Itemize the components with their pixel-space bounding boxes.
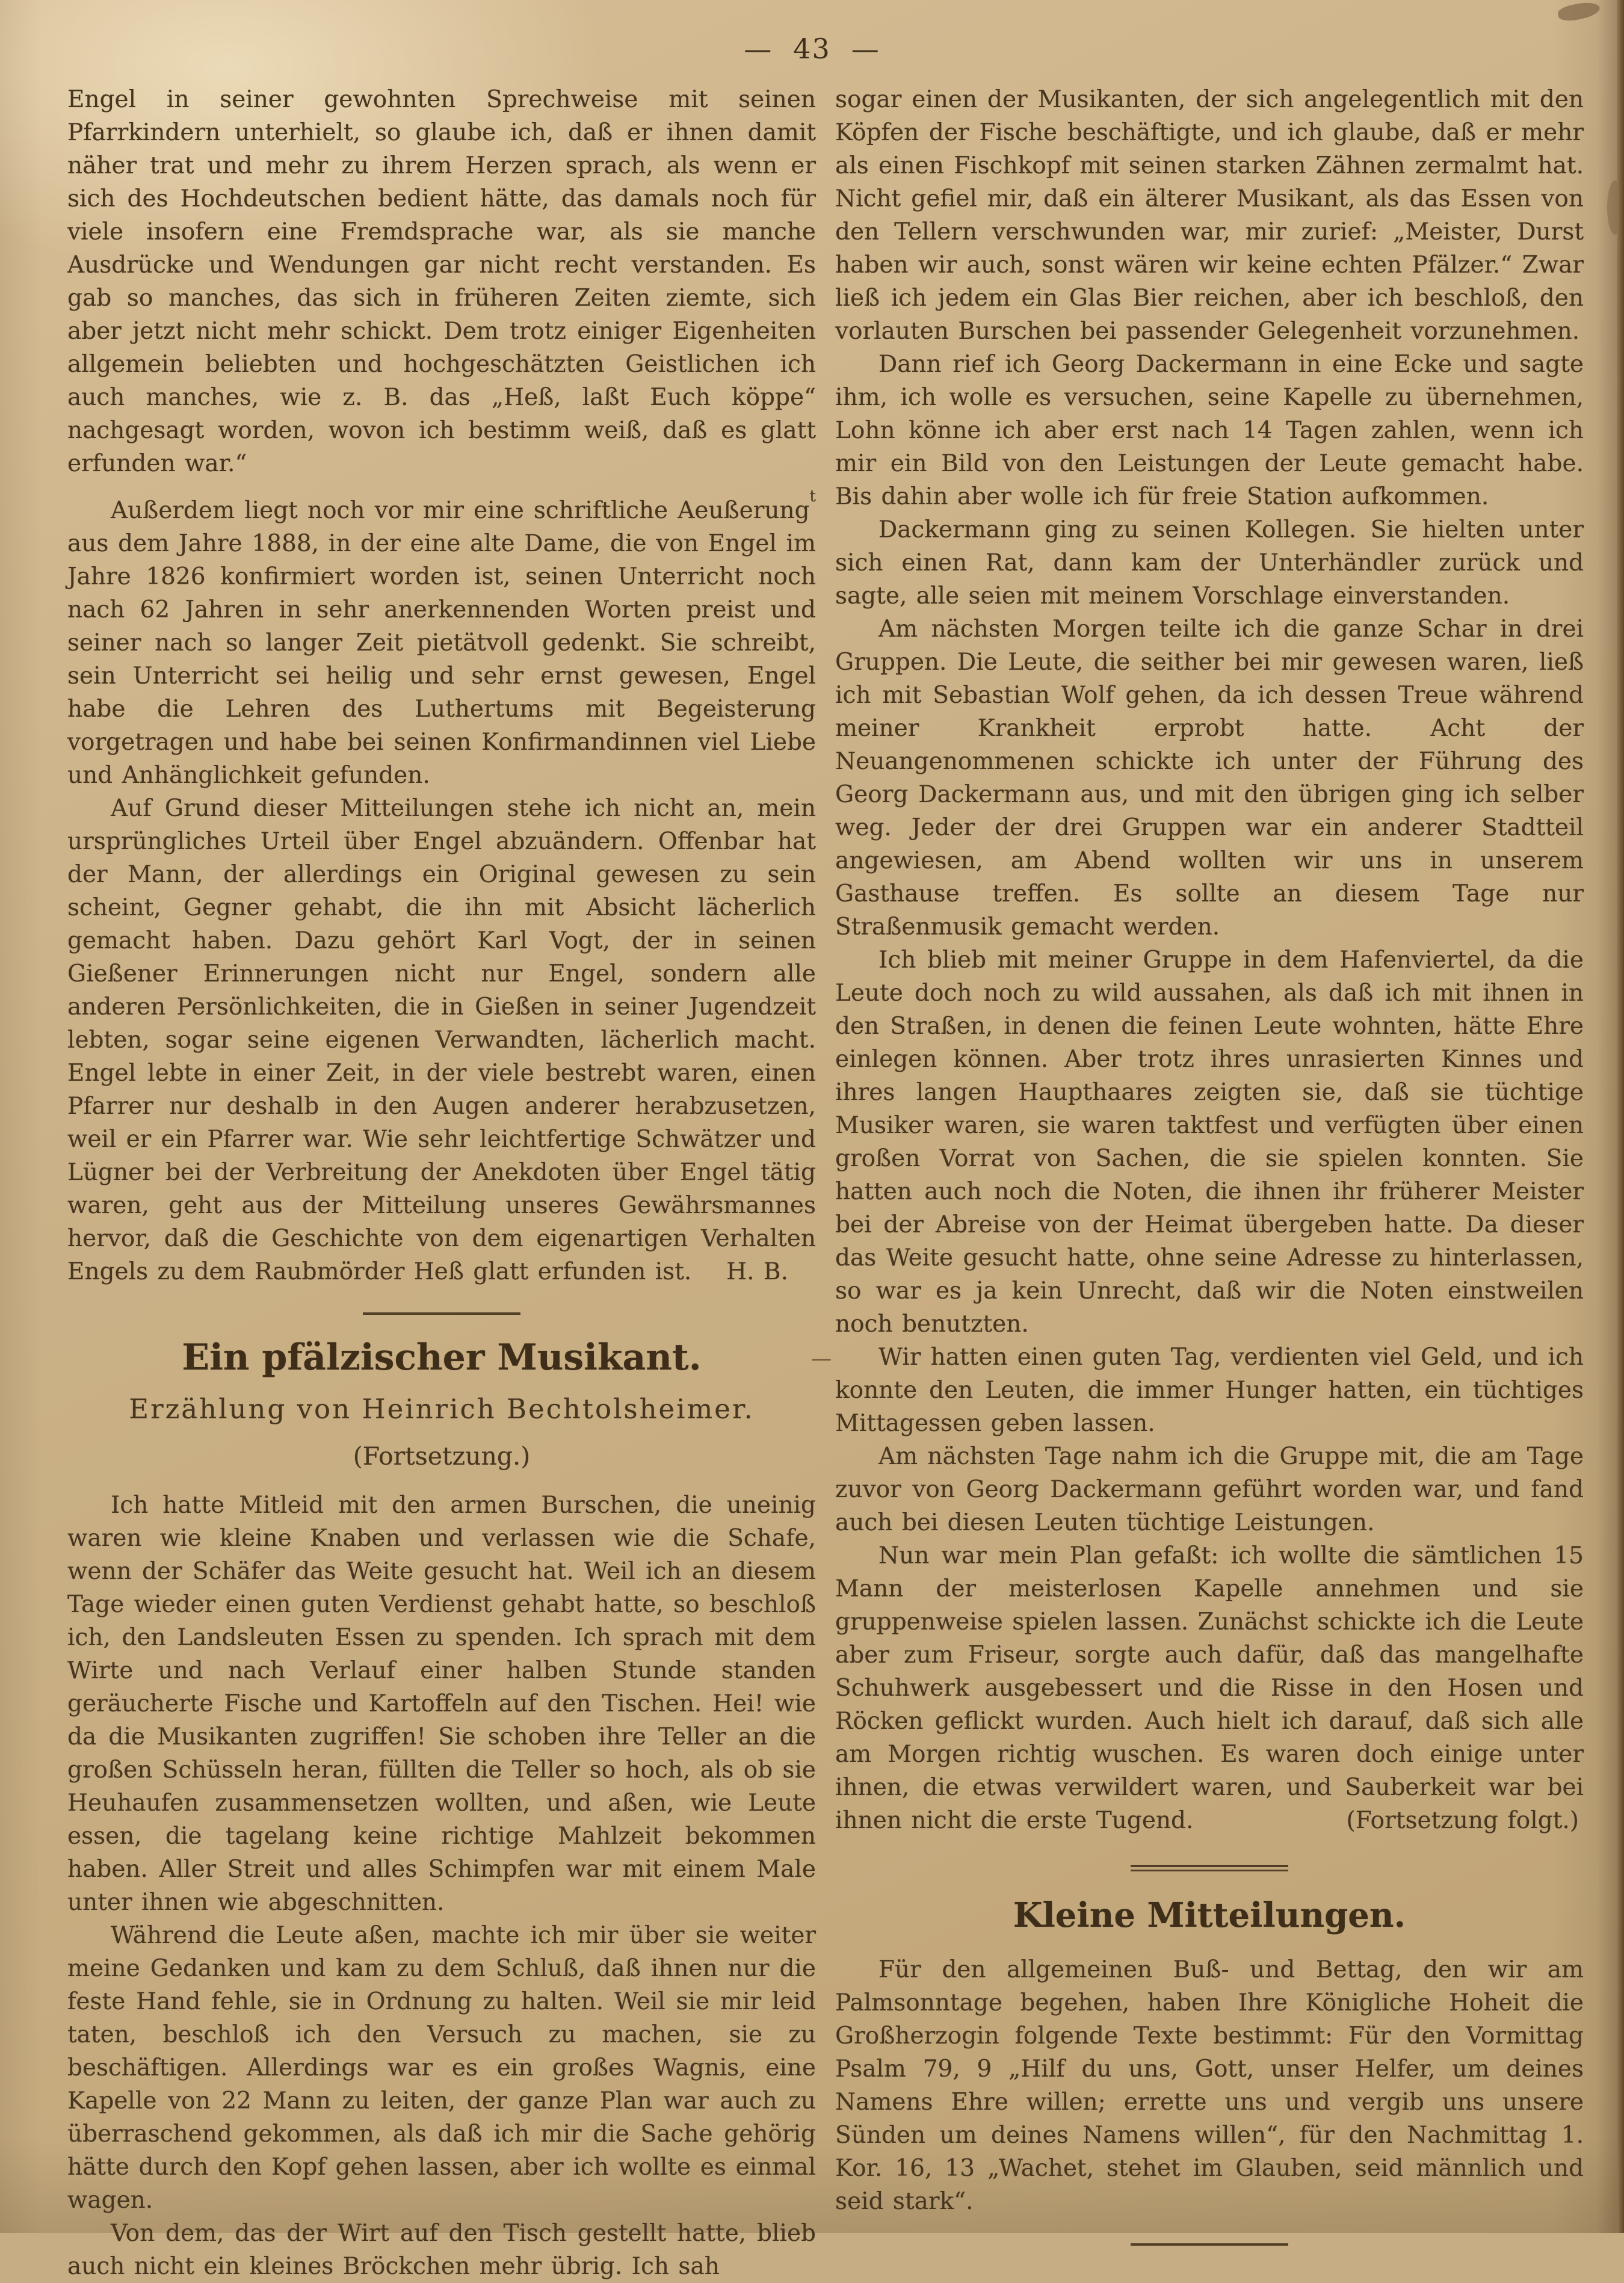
paragraph-text: Nun war mein Plan gefaßt: ich wollte die sämtlichen 15 Mann der meisterlosen Kapelle annehmen und sie gruppenweise spielen lassen. Zunächst schickte ich die Leute aber zum Friseur, sorgte auch dafür, daß das mangelhafte Schuhwerk ausgebessert und die Risse in den Hosen und Röcken geflickt wurden. Auch hielt ich darauf, daß sich alle am Morgen richtig wuschen. Es waren doch einige unter ihnen, die etwas verwildert waren, und Sauberkeit war bei ihnen nicht die erste Tugend. xyxy=(835,1542,1584,1834)
section-divider-double-rule xyxy=(1131,1865,1288,1871)
musikant-story-paragraph: sogar einen der Musikanten, der sich angelegentlich mit den Köpfen der Fische beschäftigte, und ich glaube, daß er mehr als einen Fischkopf mit seinen starken Zähnen zermalmt hat. Nicht gefiel mir, daß ein älterer Musikant, als das Essen von den Tellern verschwunden war, mir zurief: „Meister, Durst haben wir auch, sonst wären wir keine echten Pfälzer.“ Zwar ließ ich jedem ein Glas Bier reichen, aber ich beschloß, den vorlauten Burschen bei passender Gelegenheit vorzunehmen. xyxy=(835,86,1584,345)
musikant-story-paragraph: Ich hatte Mitleid mit den armen Burschen, die uneinig waren wie kleine Knaben und verlassen wie die Schafe, wenn der Schäfer das Weite gesucht hat. Weil ich an diesem Tage wieder einen guten Verdienst gehabt hatte, so beschloß ich, den Landsleuten Essen zu spenden. Ich sprach mit dem Wirte und nach Verlauf einer halben Stunde standen geräucherte Fische und Kartoffeln auf den Tischen. Hei! wie da die Musikanten zugriffen! Sie schoben ihre Teller an die großen Schüsseln heran, füllten die Teller so hoch, als ob sie Heuhaufen zusammensetzen wollten, und aßen, wie Leute essen, die tagelang keine richtige Mahlzeit bekommen haben. Aller Streit und alles Schimpfen war mit einem Male unter ihnen wie abgeschnitten. xyxy=(67,1492,816,1916)
musikant-story-paragraph: Ich blieb mit meiner Gruppe in dem Hafenviertel, da die Leute doch noch zu wild aussahen, als daß ich mit ihnen in den Straßen, in denen die feinen Leute wohnten, hätte Ehre einlegen können. Aber trotz ihres unrasierten Kinnes und ihres langen Haupthaares zeigten sie, daß sie tüchtige Musiker waren, sie waren taktfest und verfügten über einen großen Vorrat von Sachen, die sie spielen konnten. Sie hatten auch noch die Noten, die ihnen ihr früherer Meister bei der Abreise von der Heimat übergeben hatte. Da dieser das Weite gesucht hatte, ohne seine Adresse zu hinterlassen, so war es ja kein Unrecht, daß wir die Noten einstweilen noch benutzten. xyxy=(835,947,1584,1338)
paragraph-text: aus dem Jahre 1888, in der eine alte Dame, die von Engel im Jahre 1826 konfirmiert worden ist, seinen Unterricht noch nach 62 Jahren in sehr anerkennenden Worten preist und seiner nach so langer Zeit pietätvoll gedenkt. Sie schreibt, sein Unterricht sei heilig und sehr ernst gewesen, Engel habe die Lehren des Luthertums mit Begeisterung vorgetragen und habe bei seinen Konfirmandinnen viel Liebe und Anhänglichkeit gefunden. xyxy=(67,530,816,789)
page-number-dash-right: — xyxy=(851,32,880,65)
continuation-note: (Fortsetzung.) xyxy=(353,1442,531,1471)
page-number-dash-left: — xyxy=(744,32,773,65)
to-be-continued-note: (Fortsetzung folgt.) xyxy=(1346,1807,1579,1834)
section-title: Kleine Mitteilungen. xyxy=(1013,1895,1406,1935)
author-initials: H. B. xyxy=(726,1258,788,1285)
corner-ink-smudge xyxy=(1557,0,1601,23)
engel-article-paragraph xyxy=(67,792,816,1288)
end-rule xyxy=(1131,2243,1288,2246)
left-column xyxy=(67,83,816,2283)
stray-superscript-mark: t xyxy=(809,487,816,505)
article-subtitle: Erzählung von Heinrich Bechtolsheimer. xyxy=(129,1393,755,1425)
right-column xyxy=(835,83,1584,2283)
section-divider-rule xyxy=(363,1312,520,1315)
musikant-story-paragraph: Am nächsten Morgen teilte ich die ganze Schar in drei Gruppen. Die Leute, die seither bei mir gewesen waren, ließ ich mit Sebastian Wolf gehen, da ich dessen Treue während meiner Krankheit erprobt hatte. Acht der Neuangenommenen schickte ich unter der Führung des Georg Dackermann aus, und mit den übrigen ging ich selber weg. Jeder der drei Gruppen war ein anderer Stadtteil angewiesen, am Abend wollten wir uns in unserem Gasthause treffen. Es sollte an diesem Tage nur Straßenmusik gemacht werden. xyxy=(835,616,1584,941)
engel-article-paragraph xyxy=(67,480,816,792)
musikant-story-paragraph: Dann rief ich Georg Dackermann in eine Ecke und sagte ihm, ich wolle es versuchen, seine Kapelle zu übernehmen, Lohn könne ich aber erst nach 14 Tagen zahlen, wenn ich mir ein Bild von den Leistungen der Leute gemacht habe. Bis dahin aber wolle ich für freie Station aufkommen. xyxy=(835,351,1584,510)
musikant-story-paragraph: Am nächsten Tage nahm ich die Gruppe mit, die am Tage zuvor von Georg Dackermann geführt worden war, und fand auch bei diesen Leuten tüchtige Leistungen. xyxy=(835,1443,1584,1536)
paragraph-text: Außerdem liegt noch vor mir eine schriftliche Aeußerung xyxy=(111,497,810,524)
page-number xyxy=(0,32,1624,65)
musikant-story-paragraph: Von dem, das der Wirt auf den Tisch gestellt hatte, blieb auch nicht ein kleines Bröckchen mehr übrig. Ich sah xyxy=(67,2220,816,2280)
gutter-ink-mark: — xyxy=(811,1347,832,1371)
two-column-layout xyxy=(67,83,1584,2283)
engel-article-paragraph: Engel in seiner gewohnten Sprechweise mit seinen Pfarrkindern unterhielt, so glaube ich, daß er ihnen damit näher trat und mehr zu ihrem Herzen sprach, als wenn er sich des Hochdeutschen bedient hätte, das damals noch für viele insofern eine Fremdsprache war, als sie manche Ausdrücke und Wendungen gar nicht recht verstanden. Es gab so manches, das sich in früheren Zeiten ziemte, sich aber jetzt nicht mehr schickt. Dem trotz einiger Eigenheiten allgemein beliebten und hochgeschätzten Geistlichen ich auch manches, wie z. B. das „Heß, laßt Euch köppe“ nachgesagt worden, wovon ich bestimm weiß, daß es glatt erfunden war.“ xyxy=(67,86,816,477)
musikant-story-paragraph: Während die Leute aßen, machte ich mir über sie weiter meine Gedanken und kam zu dem Schluß, daß ihnen nur die feste Hand fehle, sie in Ordnung zu halten. Weil sie mir leid taten, beschloß ich den Versuch zu machen, sie zu beschäftigen. Allerdings war es ein großes Wagnis, eine Kapelle von 22 Mann zu leiten, der ganze Plan war auch zu überraschend gekommen, als daß ich mir die Sache gehörig hätte durch den Kopf gehen lassen, aber ich wollte es einmal wagen. xyxy=(67,1922,816,2214)
article-title: Ein pfälzischer Musikant. xyxy=(182,1336,702,1379)
page-edge-shadow xyxy=(1617,0,1624,2233)
musikant-story-paragraph: Dackermann ging zu seinen Kollegen. Sie hielten unter sich einen Rat, dann kam der Unterhändler zurück und sagte, alle seien mit meinem Vorschlage einverstanden. xyxy=(835,516,1584,610)
musikant-story-paragraph xyxy=(835,1539,1584,1837)
page-number-value: 43 xyxy=(793,32,831,65)
musikant-story-paragraph: Wir hatten einen guten Tag, verdienten viel Geld, und ich konnte den Leuten, die immer Hunger hatten, ein tüchtiges Mittagessen geben lassen. xyxy=(835,1344,1584,1437)
paragraph-text: Auf Grund dieser Mitteilungen stehe ich nicht an, mein ursprüngliches Urteil über Engel abzuändern. Offenbar hat der Mann, der allerdings ein Original gewesen zu sein scheint, Gegner gehabt, die ihn mit Absicht lächerlich gemacht haben. Dazu gehört Karl Vogt, der in seinen Gießener Erinnerungen nicht nur Engel, sondern alle anderen Persönlichkeiten, die in Gießen in seiner Jugendzeit lebten, sogar seine eigenen Verwandten, lächerlich macht. Engel lebte in einer Zeit, in der viele bestrebt waren, einen Pfarrer nur deshalb in den Augen anderer herabzusetzen, weil er ein Pfarrer war. Wie sehr leichtfertige Schwätzer und Lügner bei der Verbreitung der Anekdoten über Engel tätig waren, geht aus der Mitteilung unseres Gewährsmannes hervor, daß die Geschichte von dem eigenartigen Verhalten Engels zu dem Raubmörder Heß glatt erfunden ist. xyxy=(67,795,816,1285)
mitteilungen-paragraph: Für den allgemeinen Buß- und Bettag, den wir am Palmsonntage begehen, haben Ihre Königliche Hoheit die Großherzogin folgende Texte bestimmt: Für den Vormittag Psalm 79, 9 „Hilf du uns, Gott, unser Helfer, um deines Namens Ehre willen; errette uns und vergib uns unsere Sünden um deines Namens willen“, für den Nachmittag 1. Kor. 16, 13 „Wachet, stehet im Glauben, seid männlich und seid stark“. xyxy=(835,1956,1584,2215)
